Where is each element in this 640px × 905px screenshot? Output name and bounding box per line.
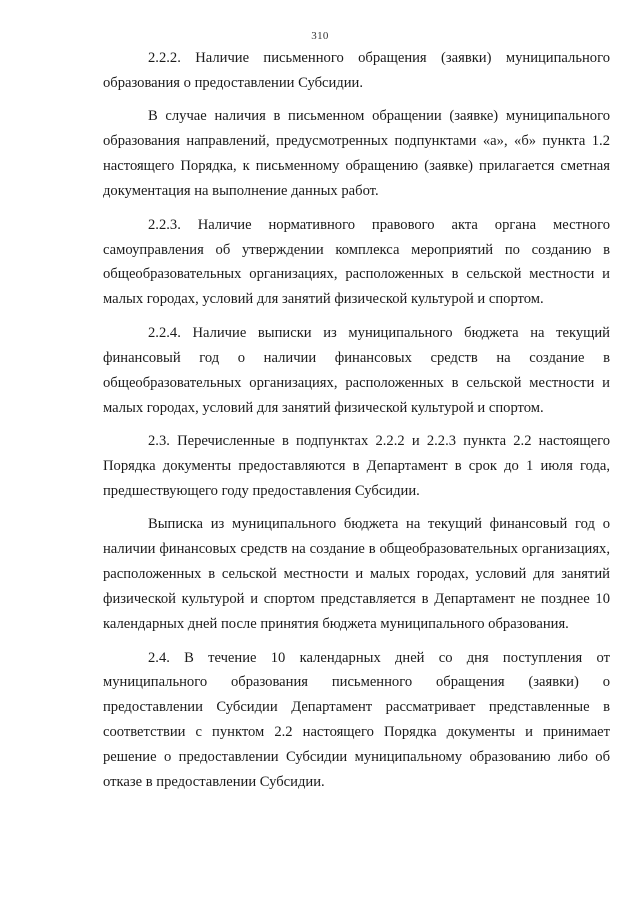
paragraph-estimate-documentation: В случае наличия в письменном обращении (заявке) муниципального образования направлений, предусмотренных подпунктами «а», «б» пункта 1.2 настоящего Порядка, к письменному обращению (заявке) прилагается сметная документация на выполнение данных работ. xyxy=(103,108,610,200)
paragraph-2-2-3: 2.2.3. Наличие нормативного правового акта органа местного самоуправления об утверждении комплекса мероприятий по созданию в общеобразовательных организациях, расположенных в сельской местности и малых городах, условий для занятий физической культурой и спортом. xyxy=(103,216,610,308)
paragraph-2-2-4: 2.2.4. Наличие выписки из муниципального бюджета на текущий финансовый год о наличии финансовых средств на создание в общеобразовательных организациях, расположенных в сельской местности и малых городах, условий для занятий физической культурой и спортом. xyxy=(103,324,610,416)
paragraph-2-3: 2.3. Перечисленные в подпунктах 2.2.2 и 2.2.3 пункта 2.2 настоящего Порядка документы предоставляются в Департамент в срок до 1 июля года, предшествующего году предоставления Субсидии. xyxy=(103,433,610,499)
document-body xyxy=(103,46,610,804)
paragraph-budget-extract: Выписка из муниципального бюджета на текущий финансовый год о наличии финансовых средств на создание в общеобразовательных организациях, расположенных в сельской местности и малых городах, условий для занятий физической культурой и спортом представляется в Департамент не позднее 10 календарных дней после принятия бюджета муниципального образования. xyxy=(103,516,610,632)
page-number: 310 xyxy=(311,30,329,42)
paragraph-2-2-2: 2.2.2. Наличие письменного обращения (заявки) муниципального образования о предоставлении Субсидии. xyxy=(103,50,610,91)
paragraph-2-4: 2.4. В течение 10 календарных дней со дня поступления от муниципального образования письменного обращения (заявки) о предоставлении Субсидии Департамент рассматривает представленные в соответствии с пунктом 2.2 настоящего Порядка документы и принимает решение о предоставлении Субсидии муниципальному образованию либо об отказе в предоставлении Субсидии. xyxy=(103,649,610,791)
